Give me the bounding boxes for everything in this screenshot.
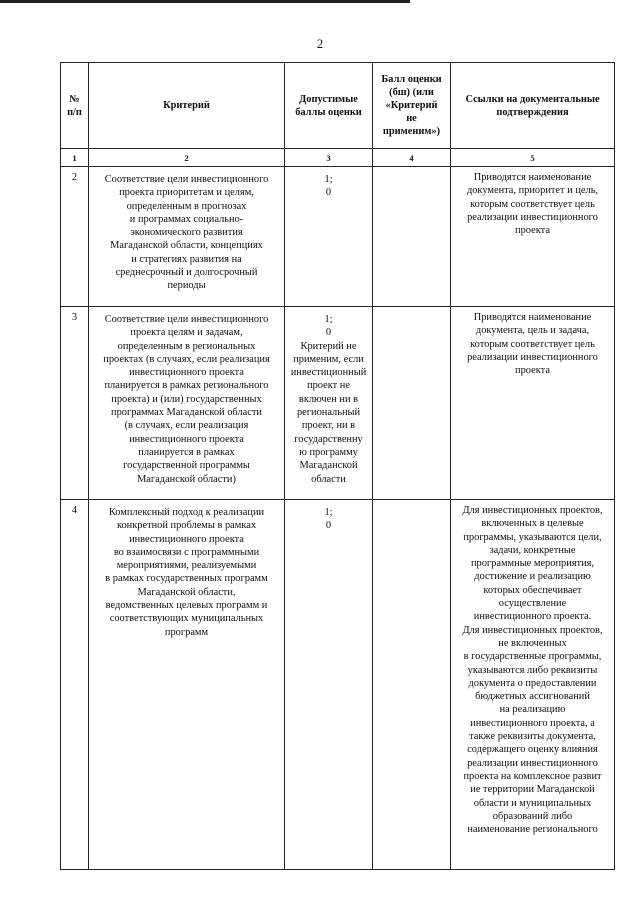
criterion-text <box>89 500 285 870</box>
top-border-line <box>0 0 410 3</box>
text-line: в государственные программы, <box>463 651 602 663</box>
column-index-row <box>61 149 615 167</box>
column-index-5: 5 <box>451 149 615 167</box>
text-line: экономического развития <box>130 227 243 239</box>
text-line: применим, если <box>293 353 364 365</box>
text-line: конкретной проблемы в рамках <box>116 520 257 532</box>
document-refs <box>451 307 615 500</box>
text-line: проекта целям и задачам, <box>130 327 243 339</box>
text-line: периоды <box>167 280 206 292</box>
text-line: среднесрочный и долгосрочный <box>115 267 258 279</box>
text-line: Магаданской области, концепциях <box>110 240 263 252</box>
text-line: реализации инвестиционного <box>467 757 598 769</box>
text-line: Критерий <box>163 100 210 111</box>
text-line: и стратегиях развития на <box>131 253 242 265</box>
text-line: 1; <box>324 507 333 518</box>
table-header-row <box>61 63 615 149</box>
text-line: проекта приоритетам и целям, <box>119 187 254 199</box>
text-line: осуществление <box>498 598 567 610</box>
text-line: государственну <box>294 433 363 445</box>
text-line: Соответствие цели инвестиционного <box>104 174 269 185</box>
text-line: региональный <box>296 407 361 419</box>
text-line: которых обеспечивает <box>483 584 582 596</box>
text-line: ведомственных целевых программ и <box>105 600 268 612</box>
text-line: подтверждения <box>496 106 569 118</box>
score-cell <box>373 167 451 307</box>
text-line: планируется в рамках регионального <box>104 380 269 392</box>
row-number: 3 <box>61 307 89 500</box>
score-cell <box>373 307 451 500</box>
text-line: области и муниципальных <box>473 797 592 809</box>
text-line: определенным в прогнозах <box>126 200 247 212</box>
text-line: Для инвестиционных проектов, <box>462 624 603 636</box>
table-row <box>61 307 615 500</box>
text-line: Ссылки на документальные <box>465 93 600 105</box>
text-line: не включенных <box>498 637 567 649</box>
text-line: проекта <box>515 225 550 237</box>
text-line: № <box>69 93 80 105</box>
text-line: Магаданской области) <box>137 473 236 485</box>
column-index-2: 2 <box>89 149 285 167</box>
text-line: достижение и реализацию <box>474 571 591 583</box>
text-line: проекта на комплексное развит <box>463 770 602 782</box>
text-line: во взаимосвязи с программными <box>113 546 260 558</box>
text-line: которым соответствует цель <box>470 338 595 350</box>
text-line: Приводятся наименование <box>473 172 592 183</box>
column-index-4: 4 <box>373 149 451 167</box>
row-number: 2 <box>61 167 89 307</box>
text-line: реализации инвестиционного <box>467 351 598 363</box>
text-line: определенным в региональных <box>117 340 256 352</box>
row-number: 4 <box>61 500 89 870</box>
text-line: баллы оценки <box>295 106 362 118</box>
score-cell <box>373 500 451 870</box>
text-line: Магаданской <box>299 460 358 472</box>
text-line: Балл оценки <box>381 74 442 85</box>
text-line: государственной программы <box>123 460 250 472</box>
table-row <box>61 167 615 307</box>
text-line: указываются либо реквизиты <box>467 664 598 676</box>
text-line: соответствующих муниципальных <box>109 613 264 625</box>
text-line: документа, приоритет и цель, <box>466 185 599 197</box>
text-line: и программах социально- <box>129 213 244 225</box>
text-line: инвестиционного проекта <box>129 433 244 445</box>
table-row <box>61 500 615 870</box>
header-document-refs <box>451 63 615 149</box>
text-line: Критерий не <box>300 340 357 352</box>
text-line: программные мероприятия, <box>470 558 595 570</box>
text-line: документа, цель и задача, <box>475 325 590 337</box>
text-line: ие территории Магаданской <box>470 784 595 796</box>
criterion-text <box>89 307 285 500</box>
text-line: инвестиционного проекта <box>129 367 244 379</box>
text-line: включен ни в <box>298 393 359 405</box>
text-line: наименование регионального <box>467 824 598 836</box>
text-line: «Критерий <box>385 100 438 111</box>
document-refs <box>451 167 615 307</box>
header-allowed-scores <box>285 63 373 149</box>
text-line: инвестиционного проекта <box>129 533 244 545</box>
text-line: Комплексный подход к реализации <box>108 507 265 518</box>
allowed-scores <box>285 307 373 500</box>
text-line: (в случаях, если реализация <box>124 420 249 432</box>
text-line: содержащего оценку влияния <box>467 744 598 756</box>
text-line: образований либо <box>492 810 573 822</box>
text-line: реализации инвестиционного <box>467 211 598 223</box>
text-line: проектах (в случаях, если реализация <box>103 353 270 365</box>
text-line: на реализацию <box>499 704 566 716</box>
text-line: Допустимые <box>299 93 358 105</box>
text-line: применим») <box>382 126 441 137</box>
text-line: области <box>311 473 346 485</box>
criterion-text <box>89 167 285 307</box>
column-index-1: 1 <box>61 149 89 167</box>
text-line: проект, ни в <box>301 420 356 432</box>
text-line: п/п <box>67 106 82 118</box>
text-line: инвестиционного проекта. <box>473 611 592 623</box>
text-line: мероприятиями, реализуемыми <box>116 560 257 572</box>
text-line: бюджетных ассигнований <box>475 691 590 703</box>
text-line: задачи, конкретные <box>489 544 576 556</box>
column-index-3: 3 <box>285 149 373 167</box>
text-line: которым соответствует цель <box>470 198 595 210</box>
header-criterion <box>89 63 285 149</box>
text-line: в рамках государственных программ <box>105 573 268 585</box>
text-line: 0 <box>325 187 332 199</box>
text-line: 0 <box>325 327 332 339</box>
header-score <box>373 63 451 149</box>
text-line: программ <box>164 626 209 638</box>
header-num <box>61 63 89 149</box>
text-line: инвестиционного проекта, а <box>470 717 595 729</box>
text-line: 0 <box>325 520 332 532</box>
page-number: 2 <box>316 36 324 51</box>
text-line: не <box>406 113 417 124</box>
text-line: 1; <box>324 174 333 185</box>
text-line: ю программу <box>299 446 358 458</box>
text-line: программы, указываются цели, <box>463 531 602 543</box>
text-line: планируется в рамках <box>138 446 235 458</box>
text-line: 1; <box>324 314 333 325</box>
allowed-scores <box>285 500 373 870</box>
text-line: Соответствие цели инвестиционного <box>104 314 269 325</box>
text-line: документа о предоставлении <box>468 677 597 689</box>
text-line: проект не <box>307 380 350 392</box>
text-line: программах Магаданской области <box>111 407 262 419</box>
text-line: проекта <box>515 365 550 377</box>
text-line: Приводятся наименование <box>473 312 592 323</box>
document-refs <box>451 500 615 870</box>
text-line: Магаданской области, <box>137 586 236 598</box>
text-line: Для инвестиционных проектов, <box>462 505 603 516</box>
text-line: включенных в целевые <box>481 518 584 530</box>
text-line: проекта) и (или) государственных <box>111 393 262 405</box>
allowed-scores <box>285 167 373 307</box>
criteria-table <box>60 62 615 870</box>
text-line: инвестиционный <box>290 367 367 379</box>
text-line: также реквизиты документа, <box>469 731 596 743</box>
text-line: (бш) (или <box>389 87 434 98</box>
